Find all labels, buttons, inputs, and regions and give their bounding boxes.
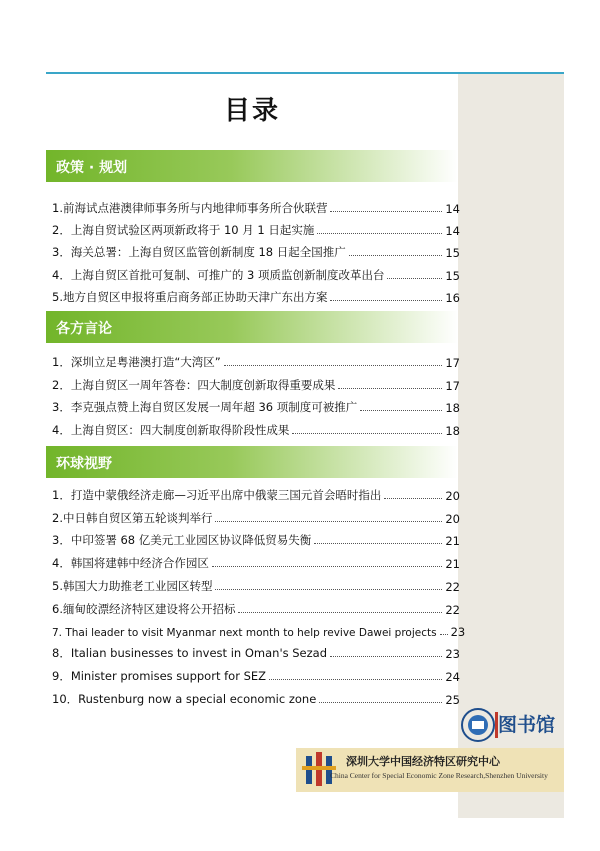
toc-item[interactable]: 3．中印签署 68 亿美元工业园区协议降低贸易失衡 21 (52, 533, 460, 548)
section-label: 政策 · 规划 (56, 160, 128, 176)
section-label: 各方言论 (56, 321, 112, 337)
toc-item[interactable]: 1．打造中蒙俄经济走廊—习近平出席中俄蒙三国元首会晤时指出 20 (52, 488, 460, 503)
toc-item[interactable]: 4．上海自贸区：四大制度创新取得阶段性成果 18 (52, 423, 460, 438)
toc-item[interactable]: 7. Thai leader to visit Myanmar next month to help revive Dawei projects 23 (52, 625, 466, 639)
toc-item[interactable]: 2．上海自贸试验区两项新政将于 10 月 1 日起实施 14 (52, 223, 460, 238)
page-title: 目录 (223, 96, 280, 126)
toc-item[interactable]: 3．海关总署：上海自贸区监管创新制度 18 日起全国推广 15 (52, 245, 460, 260)
toc-item[interactable]: 2．上海自贸区一周年答卷：四大制度创新取得重要成果 17 (52, 378, 460, 393)
section-header-opinions (46, 311, 458, 343)
toc-item[interactable]: 1．深圳立足粤港澳打造“大湾区” 17 (52, 355, 460, 370)
toc-item[interactable]: 4．韩国将建韩中经济合作园区 21 (52, 556, 460, 571)
toc-item[interactable]: 6.缅甸皎漂经济特区建设将公开招标 22 (52, 602, 460, 617)
toc-item[interactable]: 1.前海试点港澳律师事务所与内地律师事务所合伙联营 14 (52, 201, 460, 216)
toc-item[interactable]: 9．Minister promises support for SEZ 24 (52, 669, 460, 684)
center-name-chinese: 深圳大学中国经济特区研究中心 (346, 755, 500, 768)
center-name-english: China Center for Special Economic Zone Research,Shenzhen University (330, 771, 548, 780)
toc-item[interactable]: 8．Italian businesses to invest in Oman's Sezad 23 (52, 646, 460, 661)
toc-item[interactable]: 10．Rustenburg now a special economic zone 25 (52, 692, 460, 707)
toc-item[interactable]: 5.地方自贸区申报将重启商务部正协助天津广东出方案 16 (52, 290, 460, 305)
toc-item[interactable]: 3．李克强点赞上海自贸区发展一周年超 36 项制度可被推广 18 (52, 400, 460, 415)
section-header-global (46, 446, 458, 478)
section-label: 环球视野 (56, 456, 112, 472)
library-logo-text: 图书馆 (498, 714, 556, 736)
toc-item[interactable]: 4．上海自贸区首批可复制、可推广的 3 项质监创新制度改革出台 15 (52, 268, 460, 283)
center-emblem-icon (300, 748, 348, 792)
toc-item[interactable]: 2.中日韩自贸区第五轮谈判举行 20 (52, 511, 460, 526)
toc-item[interactable]: 5.韩国大力助推老工业园区转型 22 (52, 579, 460, 594)
section-header-policy (46, 150, 458, 182)
